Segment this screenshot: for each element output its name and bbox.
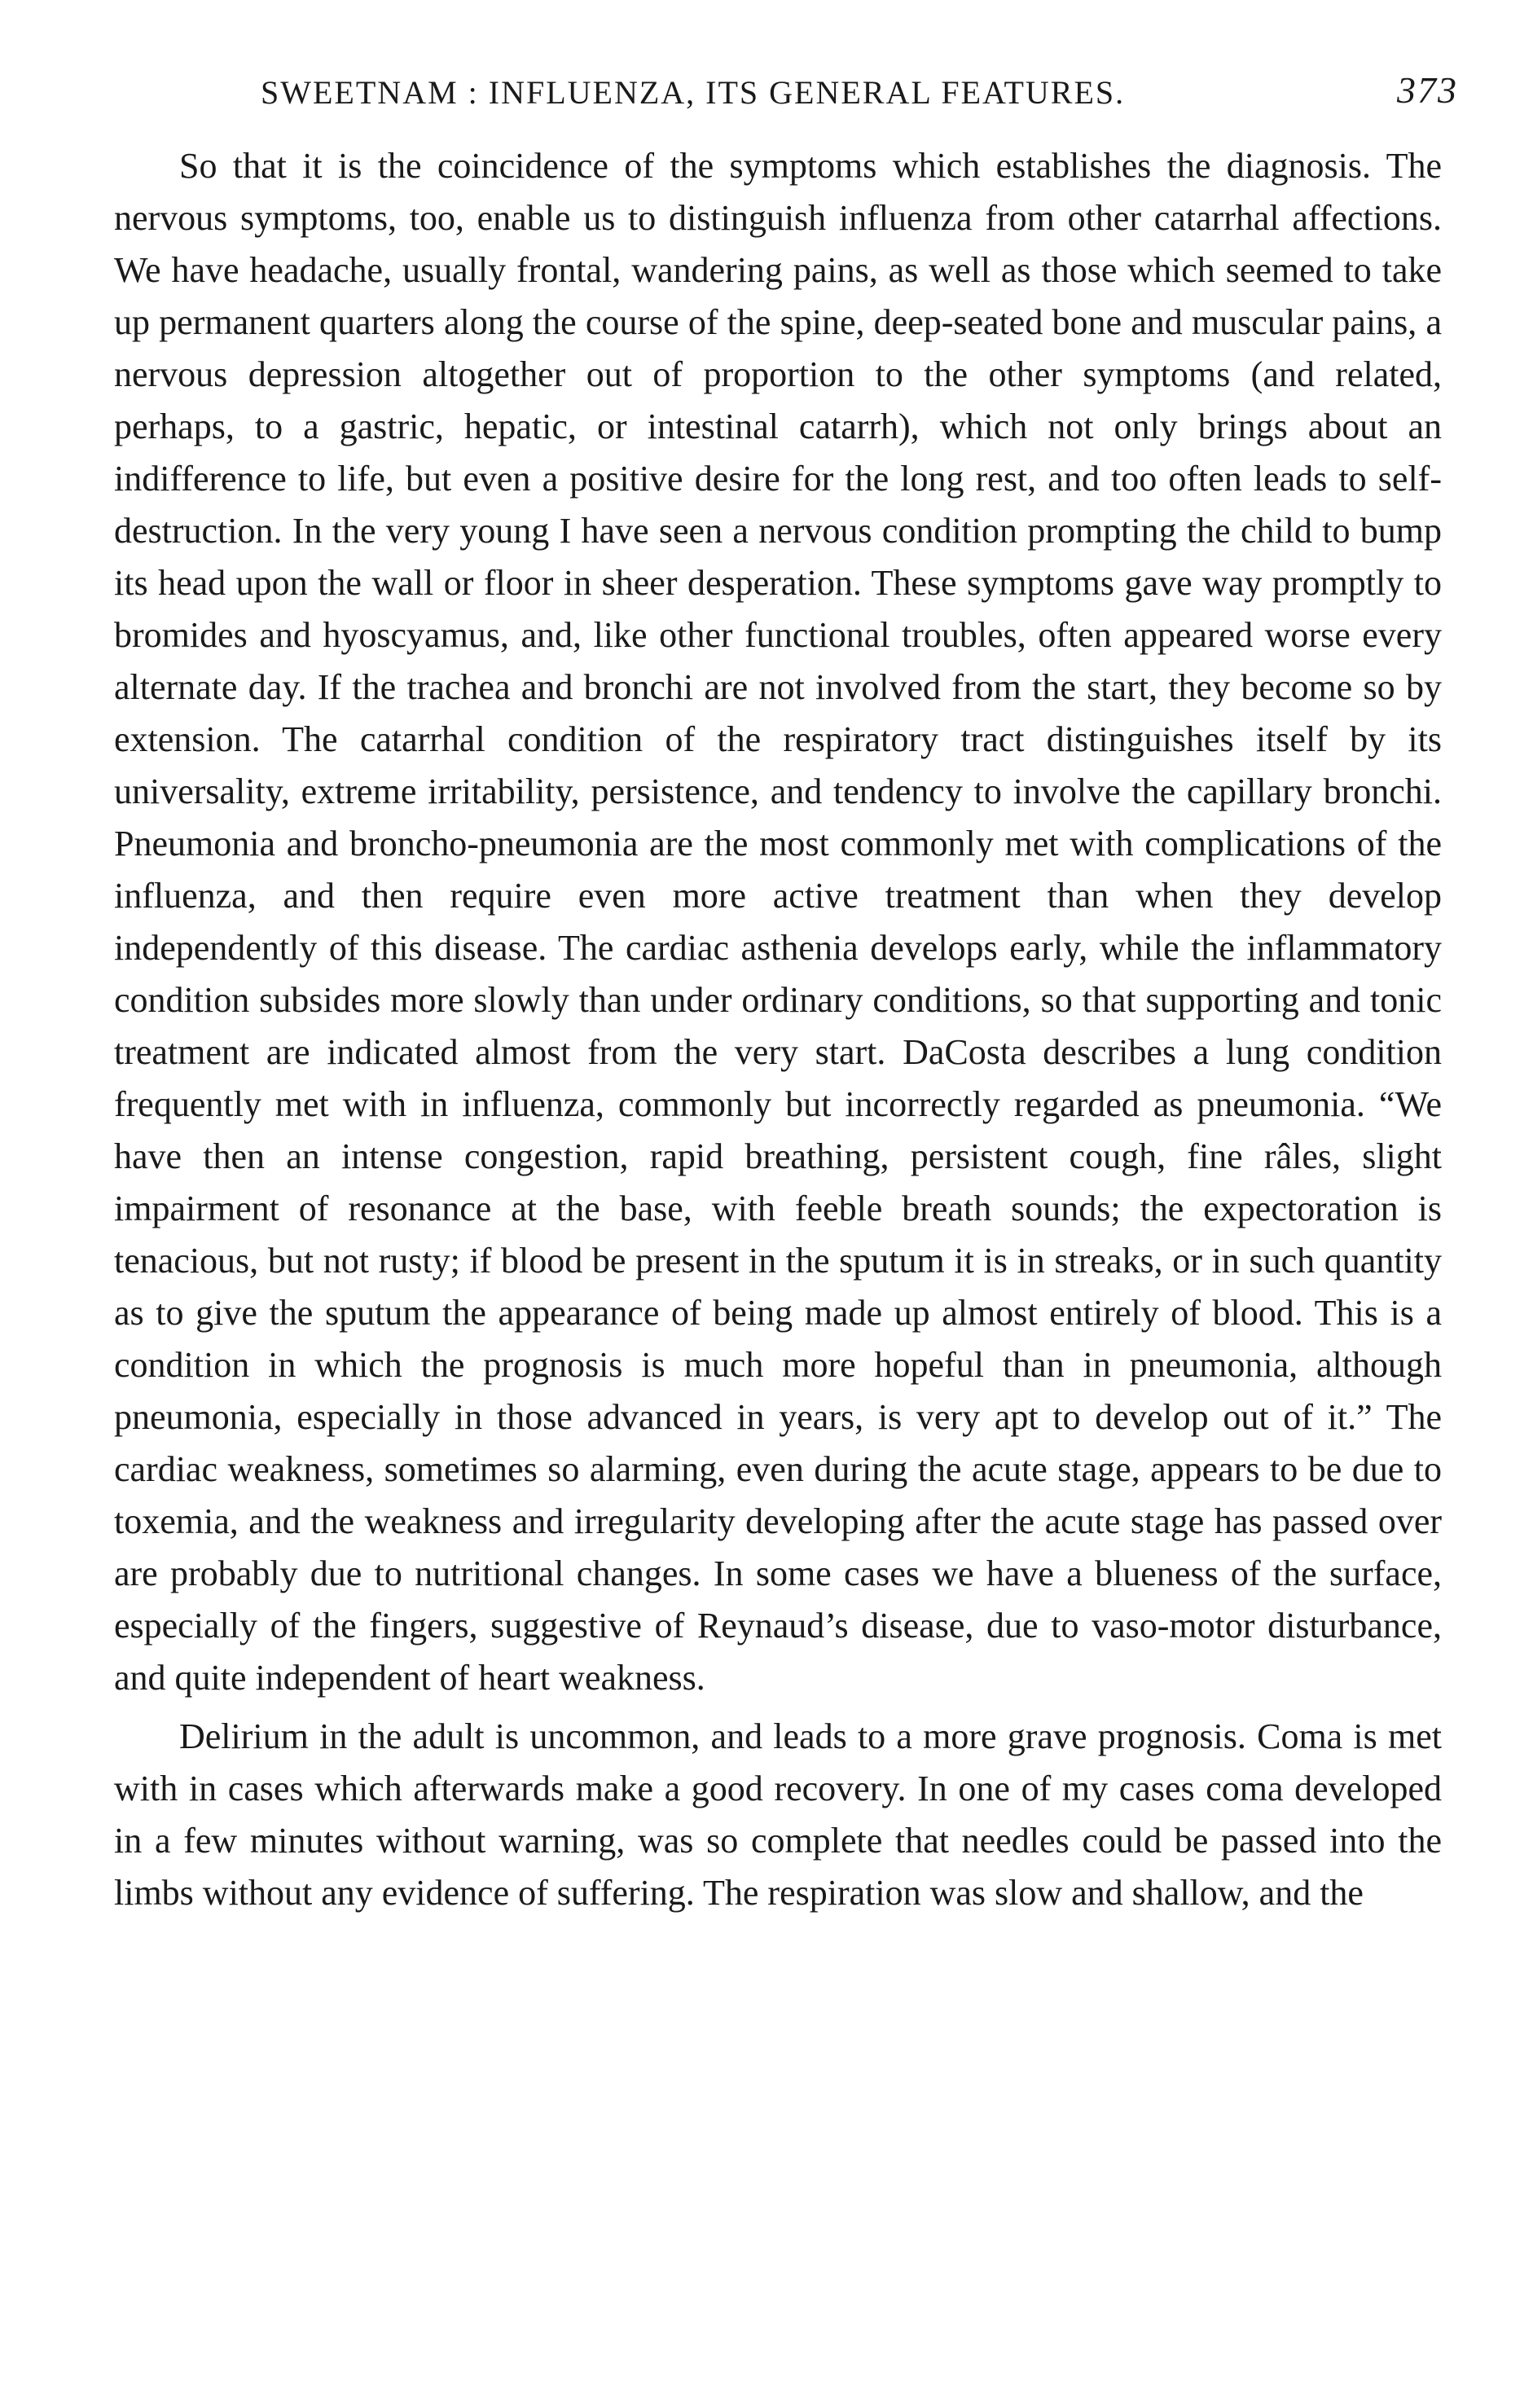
book-page bbox=[114, 65, 1458, 1919]
paragraph-delirium: Delirium in the adult is uncommon, and leads to a more grave prognosis. Coma is met with in cases which afterwards make a good recovery. In one of my cases coma developed in a few minutes without warning, was so complete that needles could be passed into the limbs without any evidence of suffering. The respiration was slow and shallow, and the bbox=[114, 1716, 1442, 1913]
running-title: SWEETNAM : INFLUENZA, ITS GENERAL FEATURES. bbox=[261, 74, 1126, 111]
page-number: 373 bbox=[1397, 69, 1458, 111]
paragraph-symptoms: So that it is the coincidence of the symptoms which establishes the diagnosis. The nervous symptoms, too, enable us to distinguish influenza from other catarrhal affections. We have headache, usually frontal, wandering pains, as well as those which seemed to take up permanent quarters along the course of the spine, deep-seated bone and muscular pains, a nervous depression altogether out of proportion to the other symptoms (and related, perhaps, to a gastric, hepatic, or intestinal catarrh), which not only brings about an indifference to life, but even a positive desire for the long rest, and too often leads to self-destruction. In the very young I have seen a nervous condition prompting the child to bump its head upon the wall or floor in sheer desperation. These symptoms gave way promptly to bromides and hyoscyamus, and, like other functional troubles, often appeared worse every alternate day. If the trachea and bronchi are not involved from the start, they become so by extension. The catarrhal condition of the respiratory tract distinguishes itself by its universality, extreme irritability, persistence, and tendency to involve the capillary bronchi. Pneumonia and broncho-pneumonia are the most commonly met with complications of the influenza, and then require even more active treatment than when they develop independently of this disease. The cardiac asthenia develops early, while the inflammatory condition subsides more slowly than under ordinary conditions, so that supporting and tonic treatment are indicated almost from the very start. DaCosta describes a lung condition frequently met with in influenza, commonly but incorrectly regarded as pneumonia. “We have then an intense congestion, rapid breathing, persistent cough, fine râles, slight impairment of resonance at the base, with feeble breath sounds; the expectoration is tenacious, but not rusty; if blood be present in the sputum it is in streaks, or in such quantity as to give the sputum the appearance of being made up almost entirely of blood. This is a condition in which the prognosis is much more hopeful than in pneumonia, although pneumonia, especially in those advanced in years, is very apt to develop out of it.” The cardiac weakness, sometimes so alarming, even during the acute stage, appears to be due to toxemia, and the weakness and irregularity developing after the acute stage has passed over are probably due to nutritional changes. In some cases we have a blueness of the surface, especially of the fingers, suggestive of Reynaud’s disease, due to vaso-motor disturbance, and quite independent of heart weakness. bbox=[114, 146, 1442, 1698]
body-text bbox=[114, 140, 1442, 1919]
running-head bbox=[114, 65, 1458, 130]
